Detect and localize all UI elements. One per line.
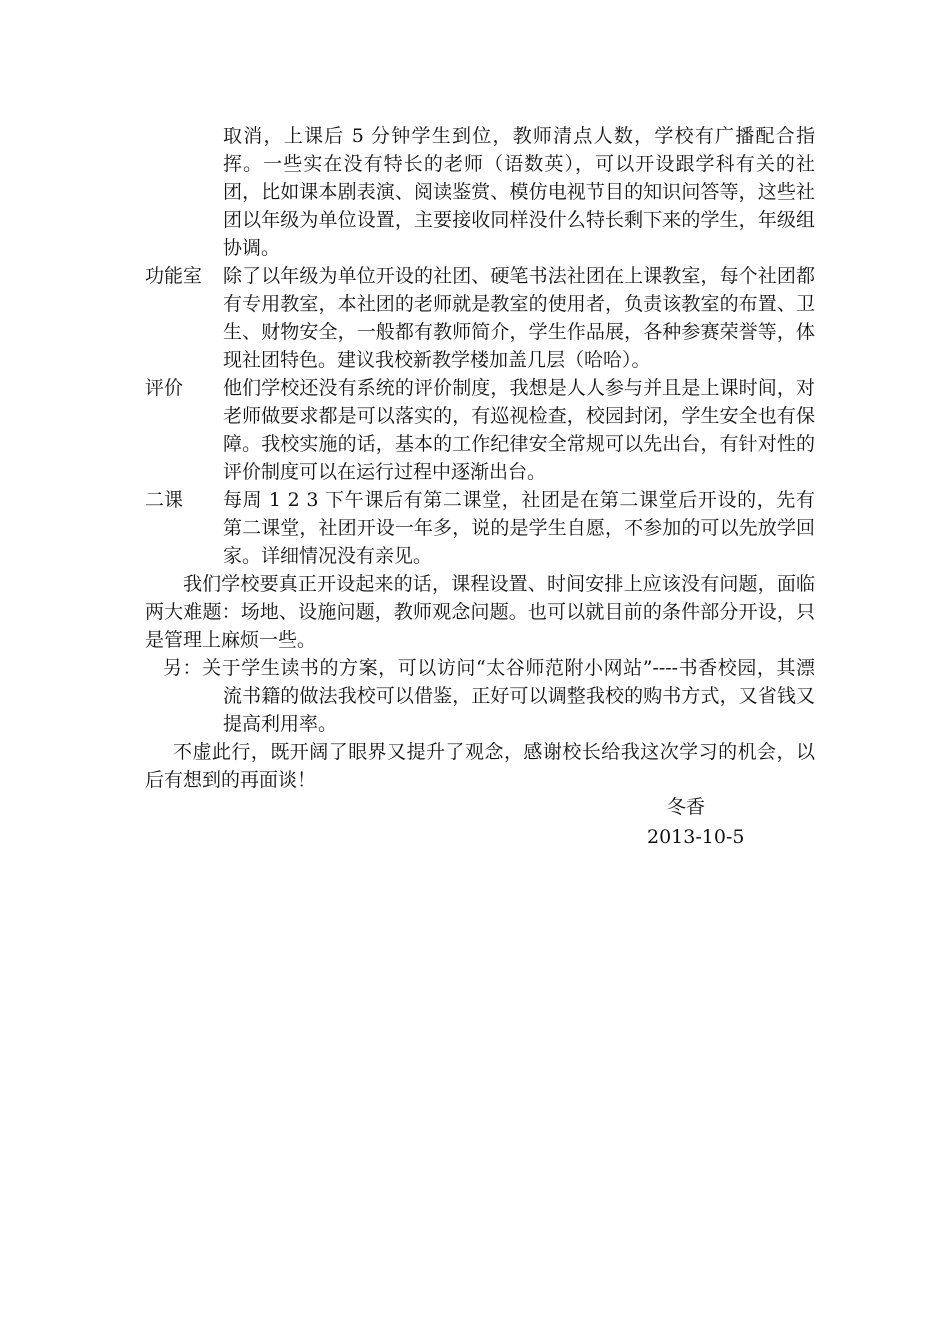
signature-name: 冬香	[667, 796, 706, 818]
section-label: 功能室	[145, 265, 203, 287]
section-function-room	[145, 262, 815, 374]
plan-text: 我们学校要真正开设起来的话，课程设置、时间安排上应该没有问题，面临两大难题：场地、设施问题，教师观念问题。也可以就目前的条件部分开设，只是管理上麻烦一些。	[145, 573, 815, 651]
section-label: 评价	[145, 377, 184, 399]
closing-paragraph	[145, 738, 815, 794]
section-second-class	[145, 486, 815, 570]
plan-paragraph	[145, 570, 815, 654]
signature-block	[647, 792, 745, 852]
section-text: 他们学校还没有系统的评价制度，我想是人人参与并且是上课时间，对老师做要求都是可以落实的，有巡视检查，校园封闭，学生安全也有保障。我校实施的话，基本的工作纪律安全常规可以先出台，有针对性的评价制度可以在运行过程中逐渐出台。	[223, 377, 815, 483]
section-evaluation	[145, 374, 815, 486]
section-text: 每周 1 2 3 下午课后有第二课堂，社团是在第二课堂后开设的，先有第二课堂，社团开设一年多，说的是学生自愿，不参加的可以先放学回家。详细情况没有亲见。	[223, 489, 815, 567]
continuation-text: 取消，上课后 5 分钟学生到位，教师清点人数，学校有广播配合指挥。一些实在没有特长的老师（语数英），可以开设跟学科有关的社团，比如课本剧表演、阅读鉴赏、模仿电视节目的知识问答等，这些社团以年级为单位设置，主要接收同样没什么特长剩下来的学生，年级组协调。	[223, 125, 815, 259]
signature-date: 2013-10-5	[647, 826, 745, 848]
document-body	[145, 122, 815, 794]
continuation-paragraph	[145, 122, 815, 262]
reading-note	[145, 654, 815, 738]
section-text: 除了以年级为单位开设的社团、硬笔书法社团在上课教室，每个社团都有专用教室，本社团的老师就是教室的使用者，负责该教室的布置、卫生、财物安全，一般都有教师简介，学生作品展，各种参赛荣誉等，体现社团特色。建议我校新教学楼加盖几层（哈哈）。	[223, 265, 815, 371]
section-label: 二课	[145, 489, 184, 511]
reading-note-text: 另：关于学生读书的方案，可以访问“太谷师范附小网站”----书香校园，其漂流书籍的做法我校可以借鉴，正好可以调整我校的购书方式，又省钱又提高利用率。	[163, 657, 815, 735]
closing-text: 不虚此行，既开阔了眼界又提升了观念，感谢校长给我这次学习的机会，以后有想到的再面谈！	[145, 741, 815, 791]
